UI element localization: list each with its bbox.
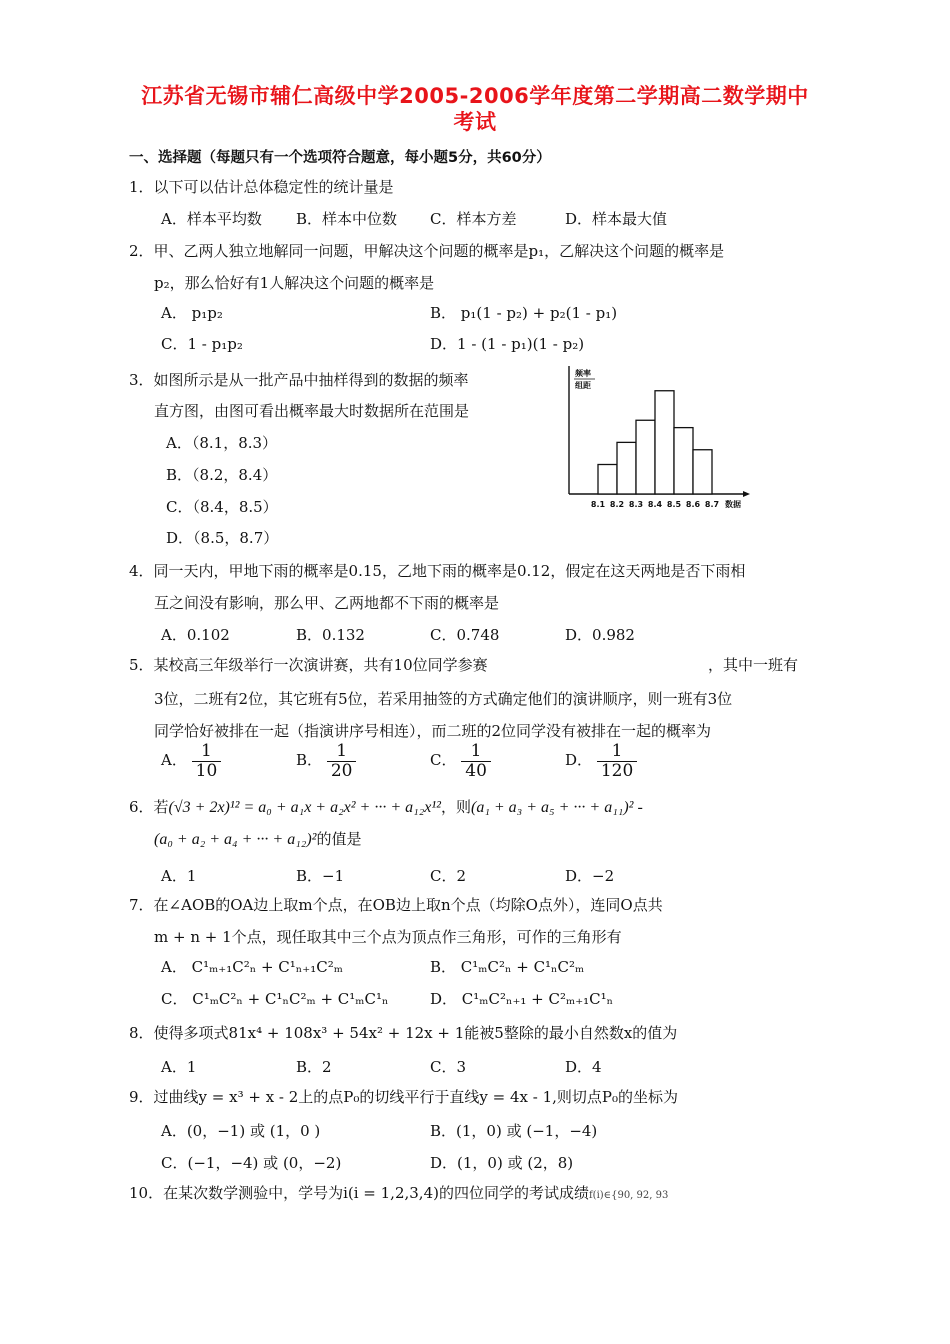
q6-suffix: 的值是 [316, 830, 362, 848]
q5-option-d [565, 742, 637, 780]
q2-option-c: C．1 - p₁p₂ [161, 335, 243, 353]
q7-option-a: A． C¹ₘ₊₁C²ₙ + C¹ₙ₊₁C²ₘ [161, 958, 343, 976]
question-3-line2: 直方图，由图可看出概率最大时数据所在范围是 [154, 402, 470, 420]
x-tick-label: 8.6 [685, 500, 701, 509]
q9-option-c: C．(−1，−4) 或 (0，−2) [161, 1154, 342, 1172]
q2-option-b: B． p₁(1 - p₂) + p₂(1 - p₁) [430, 304, 618, 322]
q4-option-c: C．0.748 [430, 626, 500, 644]
q10-stem: 10．在某次数学测验中，学号为i(i = 1,2,3,4)的四位同学的考试成绩 [129, 1184, 589, 1202]
q8-option-c: C．3 [430, 1058, 467, 1076]
question-5-line2: 3位，二班有2位，其它班有5位，若采用抽签的方式确定他们的演讲顺序，则一班有3位 [154, 690, 733, 708]
q9-option-a: A．(0，−1) 或 (1，0 ) [161, 1122, 321, 1140]
histogram-bar [655, 391, 674, 494]
q6-even-sum: (a₀ + a₂ + a₄ + ··· + a₁₂)² [154, 831, 317, 848]
q3-option-b: B．（8.2，8.4） [166, 466, 278, 484]
q1-option-b: B．样本中位数 [296, 210, 398, 228]
q5-option-c-letter: C． [430, 751, 457, 770]
page-title: 江苏省无锡市辅仁高级中学2005-2006学年度第二学期高二数学期中 [141, 84, 809, 108]
q6-option-c: C．2 [430, 867, 467, 885]
q6-option-d: D．−2 [565, 867, 615, 885]
question-5-line1b: ，其中一班有 [708, 656, 799, 674]
q1-option-d: D．样本最大值 [565, 210, 668, 228]
q6-option-a: A．1 [161, 867, 197, 885]
q2-option-a: A． p₁p₂ [161, 304, 223, 322]
numerator: 1 [201, 741, 212, 761]
question-4-line1: 4．同一天内，甲地下雨的概率是0.15，乙地下雨的概率是0.12，假定在这天两地是否下雨相 [129, 562, 746, 580]
fraction [597, 742, 637, 780]
frequency-histogram [555, 360, 755, 520]
q6-prefix: 6．若 [129, 798, 169, 816]
q5-option-b-letter: B． [296, 751, 323, 770]
x-tick-label: 8.1 [590, 500, 606, 509]
q8-option-b: B．2 [296, 1058, 332, 1076]
question-7-line1: 7．在∠AOB的OA边上取m个点，在OB边上取n个点（均除O点外），连同O点共 [129, 896, 663, 914]
denominator: 10 [192, 761, 222, 781]
q1-option-a: A．样本平均数 [161, 210, 262, 228]
denominator: 40 [461, 761, 491, 781]
question-6-line2 [154, 828, 361, 849]
q1-option-c: C．样本方差 [430, 210, 517, 228]
q8-option-a: A．1 [161, 1058, 197, 1076]
y-axis-label-top: 频率 [575, 369, 591, 378]
q10-score-set: f(i)∈{90, 92, 93 [588, 1190, 669, 1201]
q7-option-d: D． C¹ₘC²ₙ₊₁ + C²ₘ₊₁C¹ₙ [430, 990, 614, 1008]
question-9-line1: 9．过曲线y = x³ + x - 2上的点P₀的切线平行于直线y = 4x - 1,则切点P₀的坐标为 [129, 1088, 679, 1106]
x-tick-label: 8.7 [704, 500, 720, 509]
y-axis-label-bottom: 组距 [575, 381, 591, 390]
q2-option-d: D．1 - (1 - p₁)(1 - p₂) [430, 335, 585, 353]
question-7-line2: m + n + 1个点，现任取其中三个点为顶点作三角形，可作的三角形有 [154, 928, 622, 946]
x-tick-label: 8.3 [628, 500, 644, 509]
histogram-bar [674, 428, 693, 494]
denominator: 20 [327, 761, 357, 781]
section-heading: 一、选择题（每题只有一个选项符合题意，每小题5分，共60分） [129, 150, 551, 166]
denominator: 120 [597, 761, 637, 781]
q3-option-a: A．（8.1，8.3） [166, 434, 278, 452]
q5-option-c [430, 742, 491, 780]
q4-option-a: A．0.102 [161, 626, 230, 644]
question-10-line1 [129, 1182, 668, 1203]
x-axis-arrow [743, 491, 750, 497]
numerator: 1 [336, 741, 348, 761]
q6-option-b: B．−1 [296, 867, 345, 885]
question-5-line3: 同学恰好被排在一起（指演讲序号相连），而二班的2位同学没有被排在一起的概率为 [154, 722, 712, 740]
question-3-line1: 3．如图所示是从一批产品中抽样得到的数据的频率 [129, 371, 469, 389]
fraction [327, 742, 357, 780]
question-8-line1: 8．使得多项式81x⁴ + 108x³ + 54x² + 12x + 1能被5整除的最小自然数x的值为 [129, 1024, 678, 1042]
q7-option-b: B． C¹ₘC²ₙ + C¹ₙC²ₘ [430, 958, 585, 976]
histogram-bar [636, 420, 655, 494]
q5-option-b [296, 742, 356, 780]
numerator: 1 [611, 741, 623, 761]
q4-option-b: B．0.132 [296, 626, 365, 644]
x-tick-label: 8.4 [647, 500, 663, 509]
x-axis-label: 数据 [725, 500, 741, 509]
question-1-stem: 1．以下可以估计总体稳定性的统计量是 [129, 178, 394, 196]
x-tick-label: 8.5 [666, 500, 682, 509]
q3-option-d: D．（8.5，8.7） [166, 529, 279, 547]
fraction [192, 742, 222, 780]
question-4-line2: 互之间没有影响，那么甲、乙两地都不下雨的概率是 [154, 594, 500, 612]
q8-option-d: D．4 [565, 1058, 602, 1076]
q3-option-c: C．（8.4，8.5） [166, 498, 278, 516]
question-5-line1a: 5．某校高三年级举行一次演讲赛，共有10位同学参赛 [129, 656, 488, 674]
x-tick-label: 8.2 [609, 500, 625, 509]
page-title-continued: 考试 [453, 110, 497, 134]
question-2-line1: 2．甲、乙两人独立地解同一问题，甲解决这个问题的概率是p₁，乙解决这个问题的概率是 [129, 242, 725, 260]
q5-option-d-letter: D． [565, 751, 593, 770]
histogram-bar [598, 465, 617, 495]
question-2-line2: p₂，那么恰好有1人解决这个问题的概率是 [154, 274, 435, 292]
numerator: 1 [470, 741, 482, 761]
histogram-bar [617, 442, 636, 494]
q6-expansion: (√3 + 2x)¹² = a₀ + a₁x + a₂x² + ··· + a₁₂x¹² [168, 799, 441, 816]
q9-option-b: B．(1，0) 或 (−1，−4) [430, 1122, 598, 1140]
q6-mid: ，则 [440, 798, 471, 816]
q9-option-d: D．(1，0) 或 (2，8) [430, 1154, 574, 1172]
q4-option-d: D．0.982 [565, 626, 635, 644]
q5-option-a [161, 742, 221, 780]
q7-option-c: C． C¹ₘC²ₙ + C¹ₙC²ₘ + C¹ₘC¹ₙ [161, 990, 389, 1008]
question-6-line1 [129, 796, 643, 817]
q6-odd-sum: (a₁ + a₃ + a₅ + ··· + a₁₁)² - [470, 799, 643, 816]
q5-option-a-letter: A． [161, 751, 187, 770]
fraction [461, 742, 491, 780]
histogram-bar [693, 450, 712, 494]
